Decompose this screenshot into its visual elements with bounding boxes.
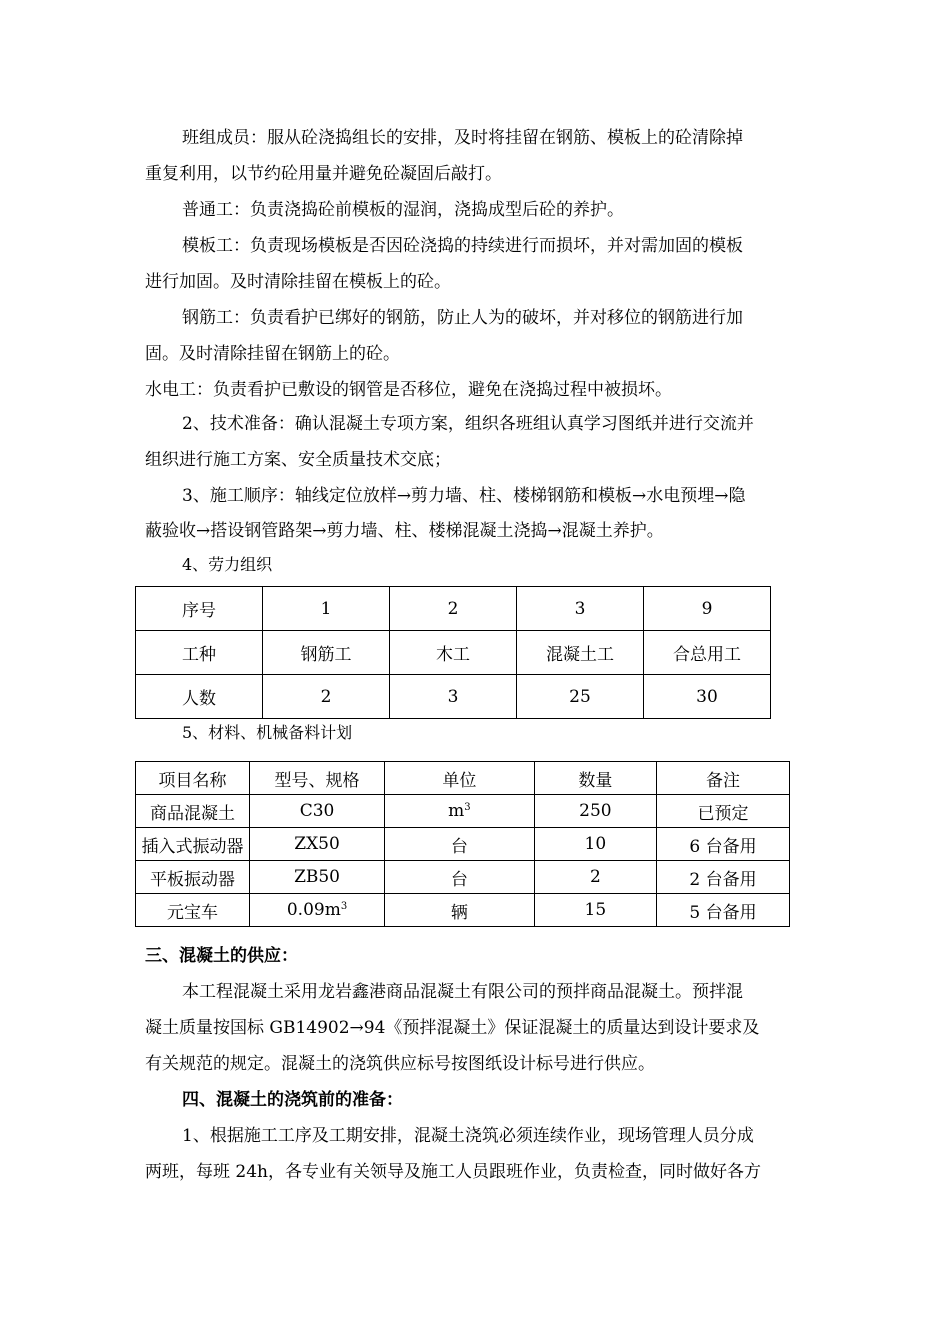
- section-heading: 三、混凝土的供应：: [145, 946, 298, 966]
- paragraph-line: 3、施工顺序：轴线定位放样→剪力墙、柱、楼梯钢筋和模板→水电预埋→隐: [182, 486, 746, 506]
- table-header-cell: 单位: [385, 762, 535, 795]
- table-cell: 已预定: [657, 795, 790, 828]
- paragraph-line: 班组成员：服从砼浇捣组长的安排，及时将挂留在钢筋、模板上的砼清除掉: [182, 128, 743, 148]
- table-cell: 辆: [385, 894, 535, 927]
- table-cell: 10: [534, 828, 656, 861]
- table-cell: 2: [390, 587, 517, 631]
- table-header-row: [136, 762, 790, 795]
- table-cell: [385, 795, 535, 828]
- table-cell: 25: [517, 675, 644, 719]
- paragraph-line: 蔽验收→搭设钢管路架→剪力墙、柱、楼梯混凝土浇捣→混凝土养护。: [145, 521, 664, 541]
- table-row: [136, 587, 771, 631]
- materials-table: [135, 761, 790, 927]
- paragraph-line: 钢筋工：负责看护已绑好的钢筋，防止人为的破坏，并对移位的钢筋进行加: [182, 308, 743, 328]
- table-cell: 合总用工: [644, 631, 771, 675]
- paragraph-line: 重复利用，以节约砼用量并避免砼凝固后敲打。: [145, 164, 502, 184]
- spec-text: 0.09m: [286, 900, 341, 920]
- table-cell: C30: [250, 795, 385, 828]
- table-row: [136, 861, 790, 894]
- table-cell: 15: [534, 894, 656, 927]
- table-cell: 2: [263, 675, 390, 719]
- unit-text: m: [448, 801, 465, 821]
- section-heading: 四、混凝土的浇筑前的准备：: [182, 1090, 403, 1110]
- table-cell: 混凝土工: [517, 631, 644, 675]
- table-cell: 6 台备用: [657, 828, 790, 861]
- paragraph-line: 普通工：负责浇捣砼前模板的湿润，浇捣成型后砼的养护。: [182, 200, 624, 220]
- paragraph-line: 模板工：负责现场模板是否因砼浇捣的持续进行而损坏，并对需加固的模板: [182, 236, 743, 256]
- table-cell: 元宝车: [136, 894, 250, 927]
- table-row: [136, 675, 771, 719]
- materials-table-title: 5、材料、机械备料计划: [182, 723, 353, 742]
- paragraph-line: 2、技术准备：确认混凝土专项方案，组织各班组认真学习图纸并进行交流并: [182, 414, 754, 434]
- table-cell: 9: [644, 587, 771, 631]
- paragraph-line: 固。及时清除挂留在钢筋上的砼。: [145, 344, 400, 364]
- table-header-cell: 型号、规格: [250, 762, 385, 795]
- table-cell: 3: [517, 587, 644, 631]
- paragraph-line: 进行加固。及时清除挂留在模板上的砼。: [145, 272, 451, 292]
- table-cell: 木工: [390, 631, 517, 675]
- table-cell: 商品混凝土: [136, 795, 250, 828]
- table-cell: 1: [263, 587, 390, 631]
- table-cell: 平板振动器: [136, 861, 250, 894]
- table-row: [136, 631, 771, 675]
- table-cell: 钢筋工: [263, 631, 390, 675]
- superscript: 3: [464, 802, 471, 813]
- table-cell: ZB50: [250, 861, 385, 894]
- table-cell: 序号: [136, 587, 263, 631]
- labor-table: [135, 586, 771, 719]
- table-cell: 台: [385, 828, 535, 861]
- paragraph-line: 凝土质量按国标 GB14902→94《预拌混凝土》保证混凝土的质量达到设计要求及: [145, 1018, 760, 1038]
- table-cell: 人数: [136, 675, 263, 719]
- table-header-cell: 项目名称: [136, 762, 250, 795]
- paragraph-line: 本工程混凝土采用龙岩鑫港商品混凝土有限公司的预拌商品混凝土。预拌混: [182, 982, 743, 1002]
- superscript: 3: [340, 901, 348, 912]
- table-cell: 250: [534, 795, 656, 828]
- labor-table-title: 4、劳力组织: [182, 555, 273, 574]
- table-header-cell: 数量: [534, 762, 656, 795]
- table-cell: 插入式振动器: [136, 828, 250, 861]
- table-cell: 2 台备用: [657, 861, 790, 894]
- table-cell: [250, 894, 385, 927]
- paragraph-line: 1、根据施工工序及工期安排，混凝土浇筑必须连续作业，现场管理人员分成: [182, 1126, 754, 1146]
- table-row: [136, 828, 790, 861]
- paragraph-line: 组织进行施工方案、安全质量技术交底；: [145, 450, 451, 470]
- table-row: [136, 795, 790, 828]
- table-cell: 工种: [136, 631, 263, 675]
- paragraph-line: 水电工：负责看护已敷设的钢管是否移位，避免在浇捣过程中被损坏。: [145, 380, 672, 400]
- table-cell: 3: [390, 675, 517, 719]
- table-row: [136, 894, 790, 927]
- table-cell: 30: [644, 675, 771, 719]
- paragraph-line: 有关规范的规定。混凝土的浇筑供应标号按图纸设计标号进行供应。: [145, 1054, 655, 1074]
- table-cell: 台: [385, 861, 535, 894]
- table-header-cell: 备注: [657, 762, 790, 795]
- table-cell: 2: [534, 861, 656, 894]
- paragraph-line: 两班，每班 24h，各专业有关领导及施工人员跟班作业，负责检查，同时做好各方: [145, 1162, 761, 1182]
- table-cell: 5 台备用: [657, 894, 790, 927]
- table-cell: ZX50: [250, 828, 385, 861]
